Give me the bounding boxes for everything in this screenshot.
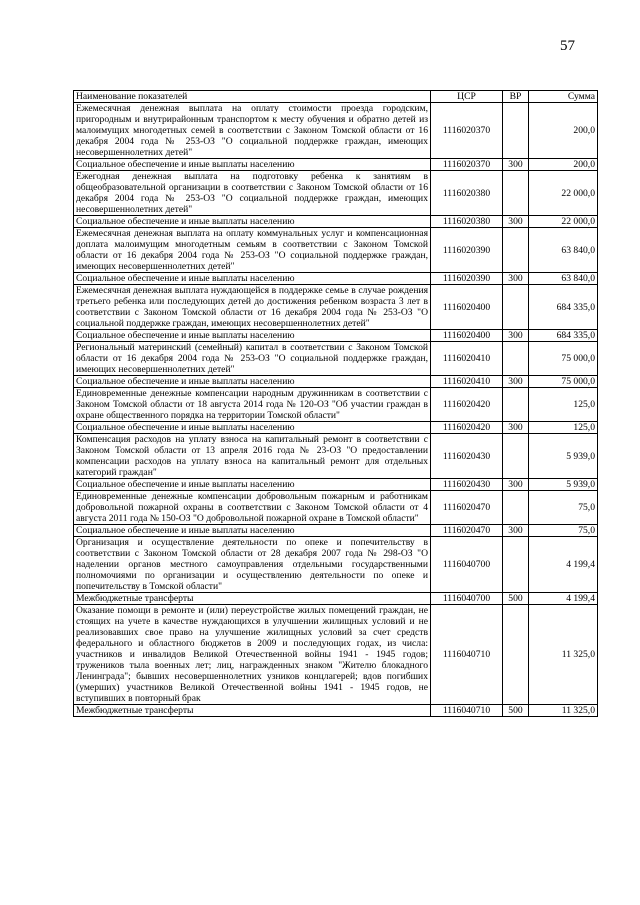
row-name: Социальное обеспечение и иные выплаты населению (74, 216, 431, 228)
row-sum: 125,0 (529, 422, 598, 434)
row-sum: 75,0 (529, 491, 598, 525)
row-sum: 684 335,0 (529, 285, 598, 330)
header-csr: ЦСР (431, 91, 503, 103)
row-csr: 1116020420 (431, 388, 503, 422)
row-sum: 63 840,0 (529, 273, 598, 285)
table-row (74, 705, 598, 717)
row-name: Социальное обеспечение и иные выплаты населению (74, 479, 431, 491)
row-name: Региональный материнский (семейный) капитал в соответствии с Законом Томской области от 16 декабря 2004 года № 253-ОЗ "О социальной поддержке граждан, имеющих несовершеннолетних детей" (74, 342, 431, 376)
row-name: Оказание помощи в ремонте и (или) переустройстве жилых помещений граждан, не стоящих на учете в качестве нуждающихся в улучшении жилищных условий и не реализовавших свое право на улучшение жилищных условий за счет средств федерального и областного бюджетов в 2009 и последующих годах, из числа: участников и инвалидов Великой Отечественной войны 1941 - 1945 годов; тружеников тыла военных лет; лиц, награжденных знаком "Жителю блокадного Ленинграда"; бывших несовершеннолетних узников концлагерей; вдов погибших (умерших) участников Великой Отечественной войны 1941 - 1945 годов, не вступивших в повторный брак (74, 605, 431, 705)
page-number: 57 (560, 38, 575, 54)
row-sum: 75 000,0 (529, 342, 598, 376)
row-sum: 5 939,0 (529, 479, 598, 491)
row-csr: 1116020380 (431, 171, 503, 216)
row-sum: 11 325,0 (529, 605, 598, 705)
table-row (74, 216, 598, 228)
header-sum: Сумма (529, 91, 598, 103)
table-row (74, 491, 598, 525)
row-sum: 684 335,0 (529, 330, 598, 342)
table-row (74, 434, 598, 479)
table-row (74, 376, 598, 388)
row-vr (503, 491, 529, 525)
row-vr (503, 342, 529, 376)
row-csr: 1116020400 (431, 285, 503, 330)
row-vr: 300 (503, 422, 529, 434)
row-csr: 1116020390 (431, 273, 503, 285)
row-vr (503, 537, 529, 593)
row-name: Организация и осуществление деятельности по опеке и попечительству в соответствии с Законом Томской области от 28 декабря 2007 года № 298-ОЗ "О наделении органов местного самоуправления отдельными государственными полномочиями по организации и осуществлению деятельности по опеке и попечительству в Томской области" (74, 537, 431, 593)
table-row (74, 605, 598, 705)
row-sum: 200,0 (529, 103, 598, 159)
row-name: Социальное обеспечение и иные выплаты населению (74, 159, 431, 171)
row-vr: 300 (503, 330, 529, 342)
table-row (74, 422, 598, 434)
row-vr (503, 605, 529, 705)
row-vr (503, 228, 529, 273)
row-name: Межбюджетные трансферты (74, 593, 431, 605)
row-name: Ежемесячная денежная выплата на оплату коммунальных услуг и компенсационная доплата малоимущим многодетным семьям в соответствии с Законом Томской области от 16 декабря 2004 года № 253-ОЗ "О социальной поддержке граждан, имеющих несовершеннолетних детей" (74, 228, 431, 273)
row-csr: 1116040710 (431, 705, 503, 717)
table-row (74, 593, 598, 605)
row-sum: 75 000,0 (529, 376, 598, 388)
row-sum: 63 840,0 (529, 228, 598, 273)
table-row (74, 479, 598, 491)
row-vr: 500 (503, 593, 529, 605)
row-sum: 22 000,0 (529, 171, 598, 216)
table-row (74, 330, 598, 342)
row-csr: 1116020400 (431, 330, 503, 342)
header-name: Наименование показателей (74, 91, 431, 103)
table-row (74, 342, 598, 376)
row-sum: 11 325,0 (529, 705, 598, 717)
table-row (74, 171, 598, 216)
table-row (74, 103, 598, 159)
row-name: Ежемесячная денежная выплата на оплату стоимости проезда городским, пригородным и внутрирайонным транспортом к месту обучения и обратно детей из малоимущих многодетных семей в соответствии с Законом Томской области от 16 декабря 2004 года № 253-ОЗ "О социальной поддержке граждан, имеющих несовершеннолетних детей" (74, 103, 431, 159)
row-sum: 125,0 (529, 388, 598, 422)
row-name: Социальное обеспечение и иные выплаты населению (74, 330, 431, 342)
row-csr: 1116040700 (431, 537, 503, 593)
row-vr: 300 (503, 479, 529, 491)
table-row (74, 388, 598, 422)
row-vr: 300 (503, 159, 529, 171)
row-name: Межбюджетные трансферты (74, 705, 431, 717)
row-name: Единовременные денежные компенсации народным дружинникам в соответствии с Законом Томской области от 18 августа 2014 года № 120-ОЗ "Об участии граждан в охране общественного порядка на территории Томской области" (74, 388, 431, 422)
row-csr: 1116020420 (431, 422, 503, 434)
row-name: Социальное обеспечение и иные выплаты населению (74, 525, 431, 537)
row-csr: 1116020370 (431, 159, 503, 171)
row-vr: 300 (503, 216, 529, 228)
row-sum: 75,0 (529, 525, 598, 537)
row-csr: 1116040710 (431, 605, 503, 705)
row-name: Социальное обеспечение и иные выплаты населению (74, 273, 431, 285)
row-csr: 1116020410 (431, 376, 503, 388)
row-csr: 1116020470 (431, 491, 503, 525)
table-row (74, 537, 598, 593)
row-name: Ежегодная денежная выплата на подготовку ребенка к занятиям в общеобразовательной организации в соответствии с Законом Томской области от 16 декабря 2004 года № 253-ОЗ "О социальной поддержке граждан, имеющих несовершеннолетних детей" (74, 171, 431, 216)
table-row (74, 228, 598, 273)
table-row (74, 159, 598, 171)
row-vr (503, 171, 529, 216)
row-vr (503, 388, 529, 422)
row-sum: 5 939,0 (529, 434, 598, 479)
row-csr: 1116020430 (431, 479, 503, 491)
row-sum: 4 199,4 (529, 593, 598, 605)
row-vr: 300 (503, 525, 529, 537)
header-vr: ВР (503, 91, 529, 103)
row-vr: 500 (503, 705, 529, 717)
row-vr: 300 (503, 376, 529, 388)
row-name: Социальное обеспечение и иные выплаты населению (74, 376, 431, 388)
row-name: Ежемесячная денежная выплата нуждающейся в поддержке семье в случае рождения третьего ребенка или последующих детей до достижения ребенком возраста 3 лет в соответствии с Законом Томской области от 16 декабря 2004 года № 253-ОЗ "О социальной поддержке граждан, имеющих несовершеннолетних детей" (74, 285, 431, 330)
table-row (74, 273, 598, 285)
row-sum: 22 000,0 (529, 216, 598, 228)
row-vr (503, 285, 529, 330)
row-csr: 1116020430 (431, 434, 503, 479)
row-csr: 1116020410 (431, 342, 503, 376)
row-csr: 1116020390 (431, 228, 503, 273)
row-name: Социальное обеспечение и иные выплаты населению (74, 422, 431, 434)
row-csr: 1116020470 (431, 525, 503, 537)
budget-table (73, 90, 598, 717)
row-vr (503, 434, 529, 479)
row-csr: 1116020380 (431, 216, 503, 228)
row-sum: 200,0 (529, 159, 598, 171)
table-row (74, 525, 598, 537)
row-vr (503, 103, 529, 159)
row-name: Компенсация расходов на уплату взноса на капитальный ремонт в соответствии с Законом Томской области от 13 апреля 2016 года № 23-ОЗ "О предоставлении компенсации расходов на уплату взноса на капитальный ремонт для отдельных категорий граждан" (74, 434, 431, 479)
table-row (74, 285, 598, 330)
row-csr: 1116040700 (431, 593, 503, 605)
row-name: Единовременные денежные компенсации добровольным пожарным и работникам добровольной пожарной охраны в соответствии с Законом Томской области от 4 августа 2011 года № 150-ОЗ "О добровольной пожарной охране в Томской области" (74, 491, 431, 525)
row-csr: 1116020370 (431, 103, 503, 159)
table-header-row (74, 91, 598, 103)
row-vr: 300 (503, 273, 529, 285)
row-sum: 4 199,4 (529, 537, 598, 593)
